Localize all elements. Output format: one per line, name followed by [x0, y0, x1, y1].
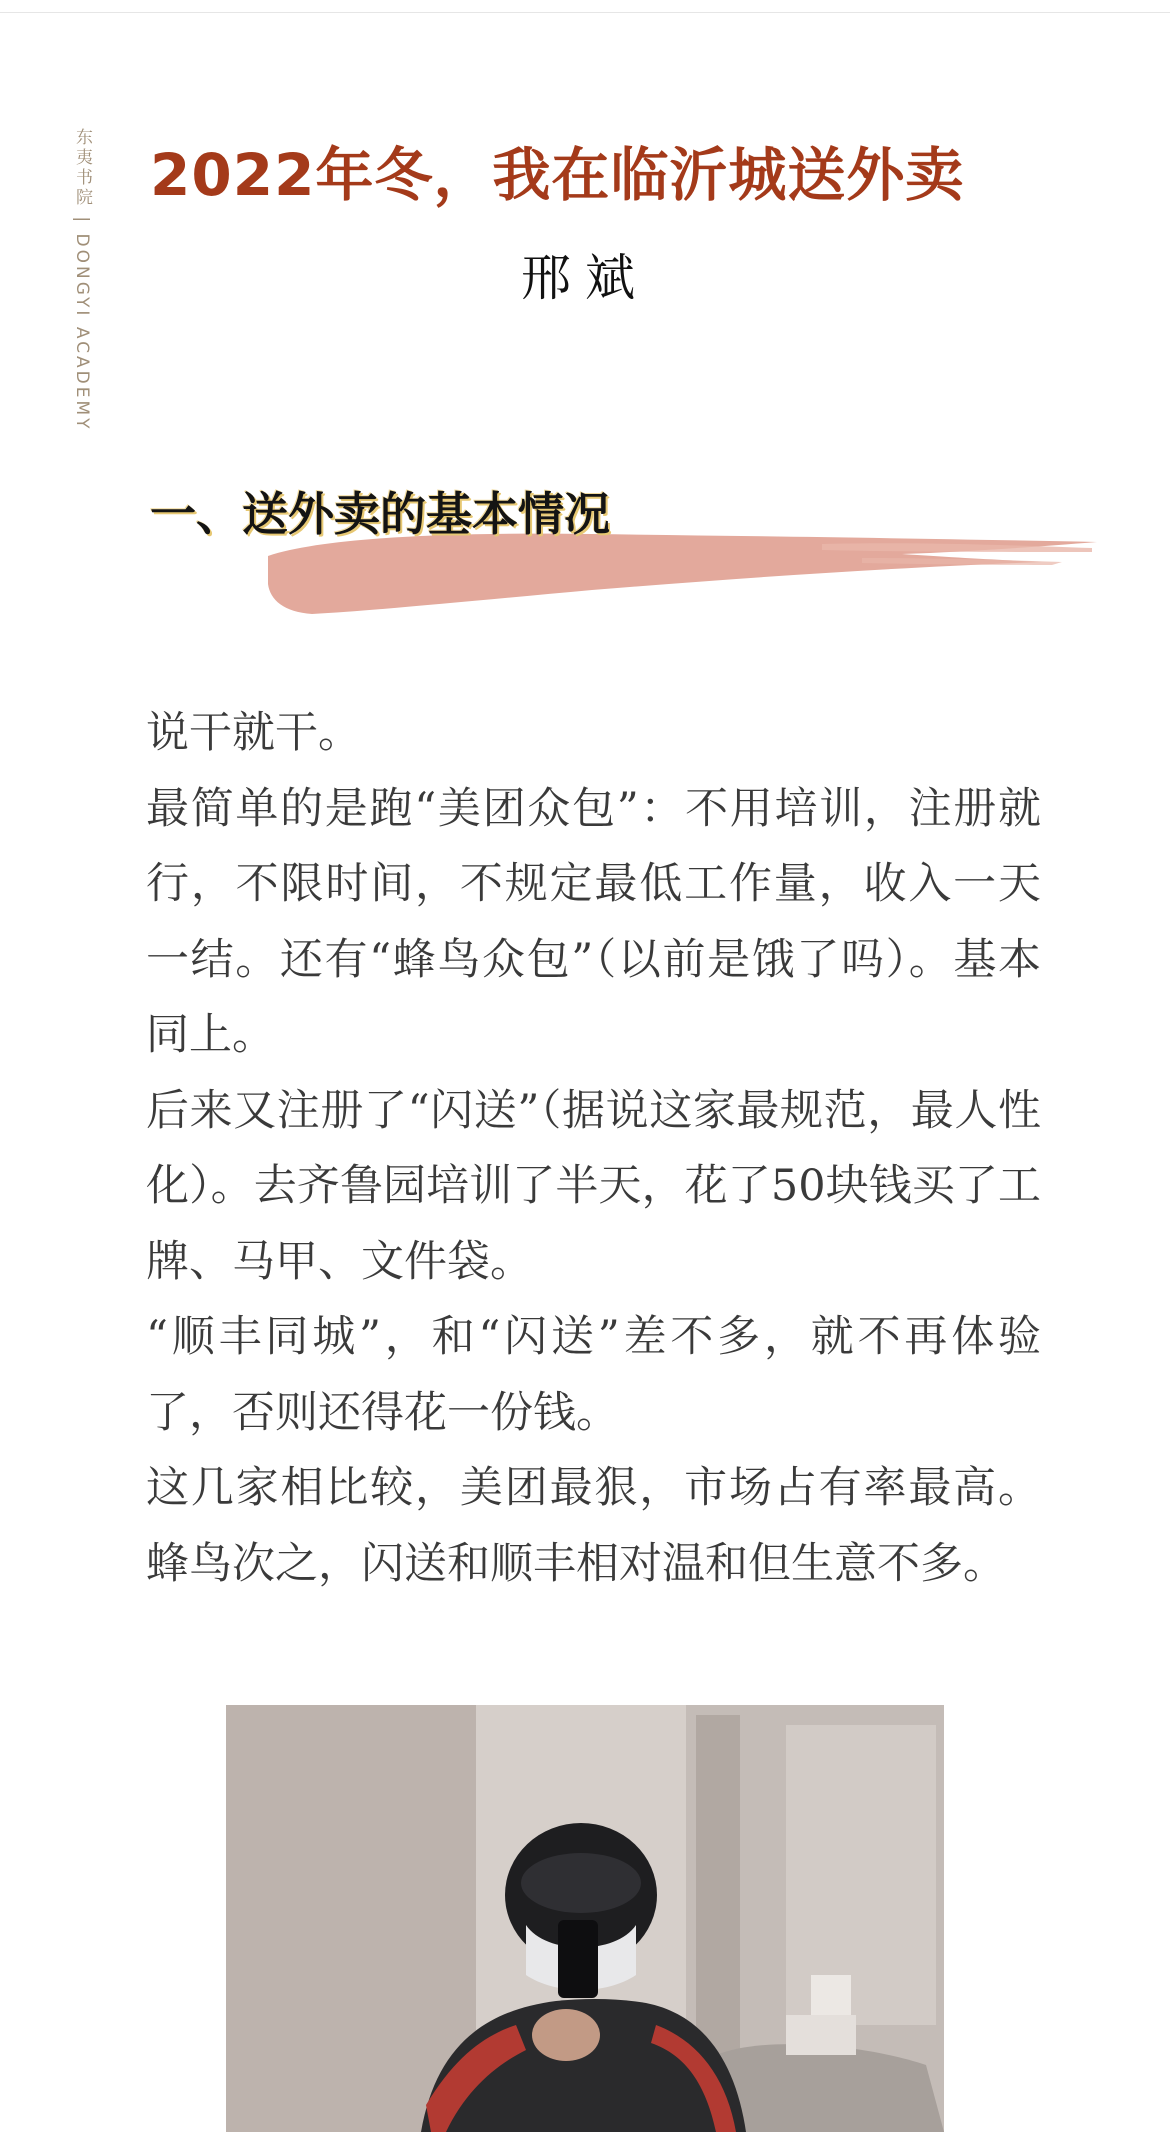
paragraph: “顺丰同城”，和“闪送”差不多，就不再体验了，否则还得花一份钱。	[146, 1312, 1041, 1438]
sidebar-brand-vertical: 东夷书院 | DONGYI ACADEMY	[72, 128, 92, 432]
paragraph: 最简单的是跑“美团众包”：不用培训，注册就行，不限时间，不规定最低工作量，收入一天一结。还有“蜂鸟众包”（以前是饿了吗）。基本同上。	[146, 783, 1041, 1060]
paragraph: 后来又注册了“闪送”（据说这家最规范，最人性化）。去齐鲁园培训了半天，花了50块钱买了工牌、马甲、文件袋。	[146, 1085, 1041, 1287]
article-photo	[226, 1705, 944, 2132]
article-author: 邢斌	[521, 249, 649, 307]
paragraph: 这几家相比较，美团最狠，市场占有率最高。蜂鸟次之，闪送和顺丰相对温和但生意不多。	[146, 1463, 1041, 1589]
photo-illustration	[226, 1705, 944, 2132]
article-body	[146, 696, 1041, 1602]
paragraph: 说干就干。	[146, 708, 361, 758]
article-title: 2022年冬，我在临沂城送外卖	[150, 141, 965, 209]
section-heading: 一、送外卖的基本情况	[150, 487, 610, 541]
top-divider	[0, 12, 1170, 13]
